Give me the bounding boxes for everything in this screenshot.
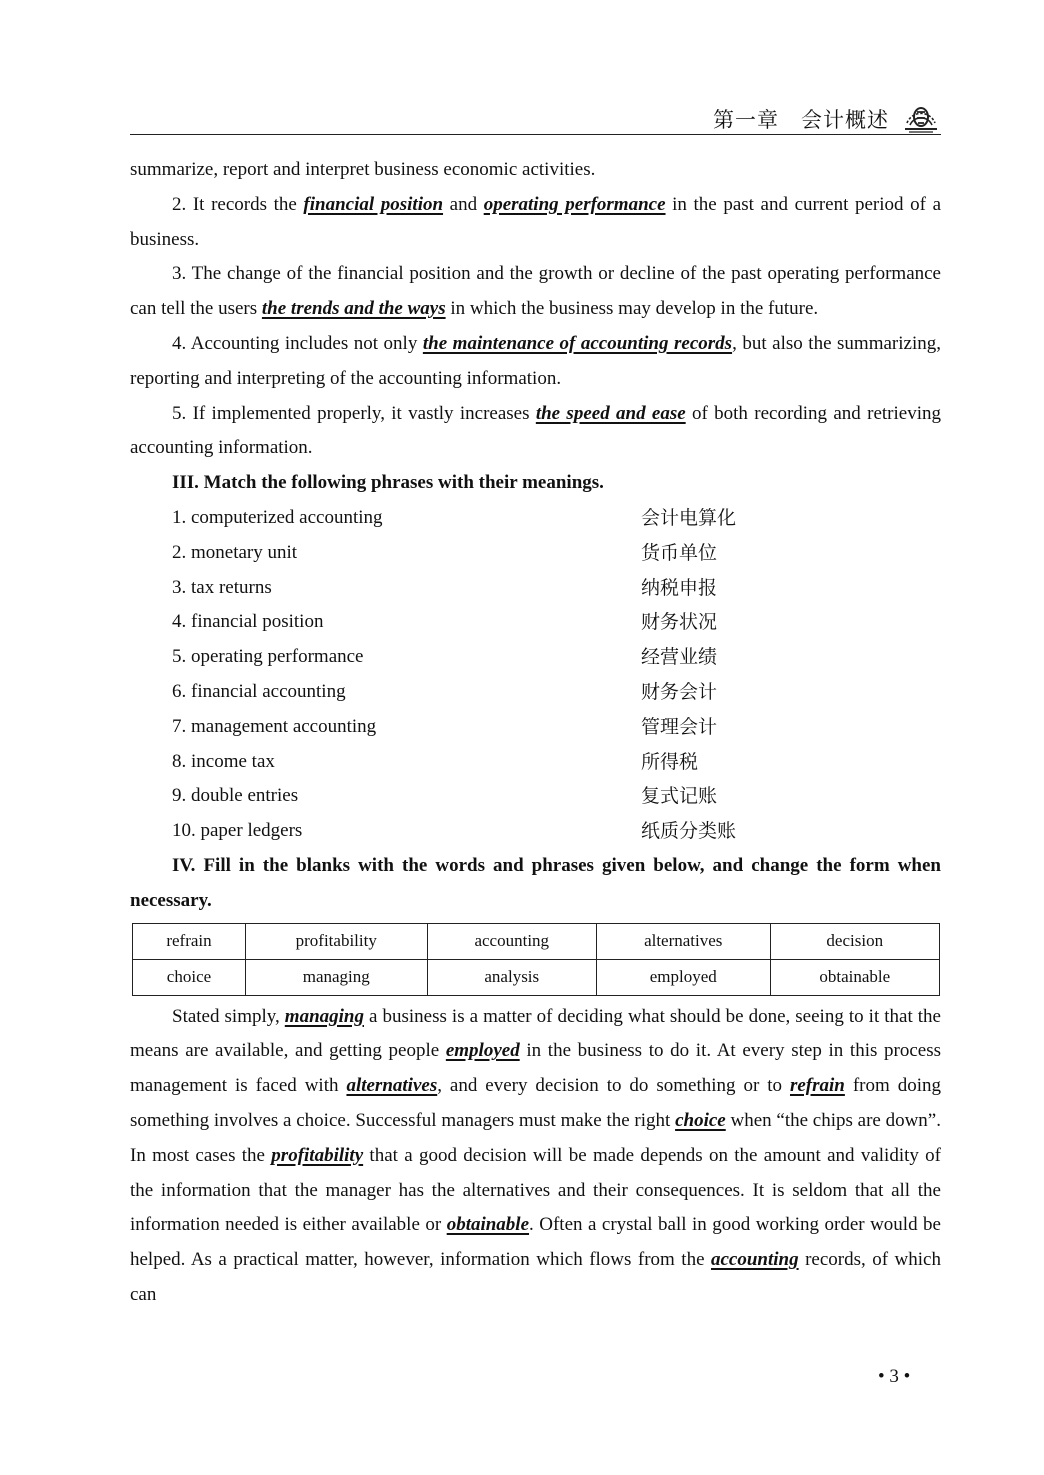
list-item: 1. computerized accounting 会计电算化 xyxy=(172,506,737,529)
list-item: 4. financial position 财务状况 xyxy=(172,611,718,634)
word-cell: accounting xyxy=(427,923,596,959)
list-item: 2. monetary unit 货币单位 xyxy=(172,541,718,564)
answer-item-5: 5. If implemented properly, it vastly increases the speed and ease of both recording and retrieving accounting information. xyxy=(130,402,941,459)
chapter-title: 第一章 会计概述 xyxy=(713,108,889,132)
answer-blank: profitability xyxy=(271,1144,364,1166)
answer-blank: the maintenance of accounting records xyxy=(422,332,733,354)
matching-list xyxy=(130,501,941,849)
word-cell: employed xyxy=(597,959,771,995)
answer-blank: alternatives xyxy=(346,1075,438,1097)
list-item: 6. financial accounting 财务会计 xyxy=(172,680,718,703)
word-cell: managing xyxy=(245,959,427,995)
section-heading-iv: IV. Fill in the blanks with the words and phrases given below, and change the form when necessary. xyxy=(130,854,941,911)
page-number: • 3 • xyxy=(878,1366,911,1387)
section-heading-iii: III. Match the following phrases with their meanings. xyxy=(172,472,604,494)
answer-blank: employed xyxy=(445,1040,520,1062)
word-cell: choice xyxy=(133,959,246,995)
page-content xyxy=(130,153,941,1313)
answer-blank: accounting xyxy=(711,1249,799,1271)
answer-blank: the speed and ease xyxy=(535,402,686,424)
list-item: 8. income tax 所得税 xyxy=(172,750,699,773)
answer-item-3: 3. The change of the financial position and the growth or decline of the past operating performance can tell the users the trends and the ways in which the business may develop in the future. xyxy=(130,263,941,320)
fill-in-passage: Stated simply, managing a business is a matter of deciding what should be done, seeing to it that the means are available, and getting people employed in the business to do it. At every step in this process management is faced with alternatives, and every decision to do something or to refrain from doing something involves a choice. Successful managers must make the right choice when “the chips are down”. In most cases the profitability that a good decision will be made depends on the amount and validity of the information that the manager has the alternatives and their consequences. It is seldom that all the information needed is either available or obtainable. Often a crystal ball in good working order would be helped. As a practical matter, however, information which flows from the accounting records, of which can xyxy=(130,1005,942,1305)
answer-item-4: 4. Accounting includes not only the maintenance of accounting records, but also the summarizing, reporting and interpreting of the accounting information. xyxy=(130,332,941,389)
list-item: 5. operating performance 经营业绩 xyxy=(172,646,718,669)
answer-blank: refrain xyxy=(789,1075,845,1097)
word-cell: obtainable xyxy=(770,959,940,995)
answer-blank: obtainable xyxy=(446,1214,530,1236)
answer-blank: operating performance xyxy=(483,193,666,215)
answer-blank: choice xyxy=(675,1109,726,1131)
word-bank-table xyxy=(132,923,940,996)
list-item: 9. double entries 复式记账 xyxy=(172,785,718,808)
list-item: 7. management accounting 管理会计 xyxy=(172,715,718,738)
answer-blank: financial position xyxy=(303,193,444,215)
publisher-logo-icon xyxy=(901,99,941,133)
list-item: 3. tax returns 纳税申报 xyxy=(172,576,718,599)
running-header xyxy=(130,98,941,135)
word-cell: refrain xyxy=(133,923,246,959)
word-cell: analysis xyxy=(427,959,596,995)
word-cell: alternatives xyxy=(597,923,771,959)
list-item: 10. paper ledgers 纸质分类账 xyxy=(172,820,737,843)
answer-blank: managing xyxy=(284,1005,364,1027)
table-row xyxy=(133,959,940,995)
paragraph-continued: summarize, report and interpret business economic activities. xyxy=(130,159,596,180)
answer-blank: the trends and the ways xyxy=(261,298,446,320)
table-row xyxy=(133,923,940,959)
word-cell: decision xyxy=(770,923,940,959)
answer-item-2: 2. It records the financial position and operating performance in the past and current period of a business. xyxy=(130,193,942,250)
word-cell: profitability xyxy=(245,923,427,959)
